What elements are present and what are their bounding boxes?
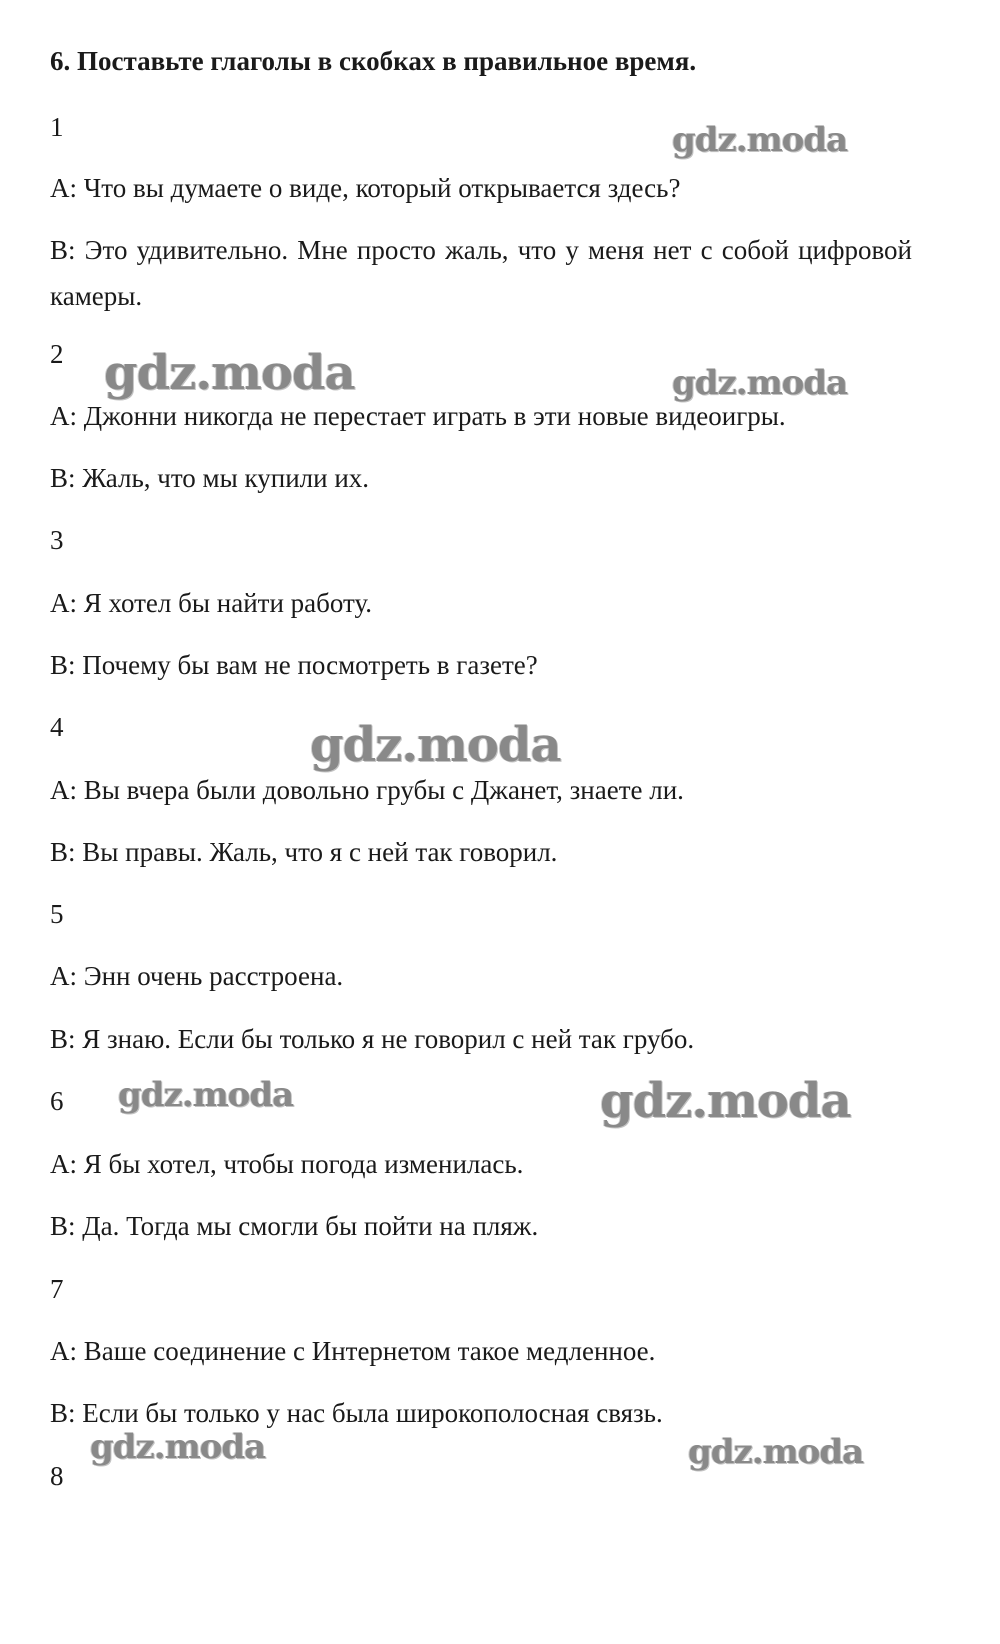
item-number: 7 [50,1274,64,1304]
item-line-b: B: Я знаю. Если бы только я не говорил с ней так грубо. [50,1024,695,1054]
item-number: 1 [50,112,64,142]
item-number: 4 [50,712,64,742]
item-number: 6 [50,1086,64,1116]
item-line-b: B: Да. Тогда мы смогли бы пойти на пляж. [50,1211,539,1241]
item-line-a: A: Джонни никогда не перестает играть в эти новые видеоигры. [50,401,786,431]
item-line-b: B: Почему бы вам не посмотреть в газете? [50,650,538,680]
item-line-a: A: Ваше соединение с Интернетом такое медленное. [50,1336,656,1366]
item-number: 3 [50,525,64,555]
item-line-a: A: Я хотел бы найти работу. [50,588,372,618]
item-number: 8 [50,1461,64,1491]
watermark-logo: gdz.moda [90,1427,266,1467]
watermark-logo: gdz.moda [672,120,848,160]
watermark-logo: gdz.moda [600,1073,851,1129]
item-line-b: B: Жаль, что мы купили их. [50,463,370,493]
item-line-a: A: Энн очень расстроена. [50,961,344,991]
item-number: 5 [50,899,64,929]
watermark-logo: gdz.moda [672,363,848,403]
watermark-logo: gdz.moda [118,1075,294,1115]
item-line-b: B: Вы правы. Жаль, что я с ней так говорил. [50,837,558,867]
watermark-logo: gdz.moda [688,1432,864,1472]
item-line-a: A: Я бы хотел, чтобы погода изменилась. [50,1149,524,1179]
watermark-logo: gdz.moda [310,717,561,773]
watermark-logo: gdz.moda [104,345,355,401]
item-line-b: B: Если бы только у нас была широкополосная связь. [50,1398,663,1428]
exercise-title: 6. Поставьте глаголы в скобках в правильное время. [50,46,697,76]
item-line-a: A: Что вы думаете о виде, который открывается здесь? [50,173,681,203]
item-line-b: B: Это удивительно. Мне просто жаль, что у меня нет с собой цифровой камеры. [50,235,912,311]
item-line-a: A: Вы вчера были довольно грубы с Джанет, знаете ли. [50,775,684,805]
item-number: 2 [50,339,64,369]
